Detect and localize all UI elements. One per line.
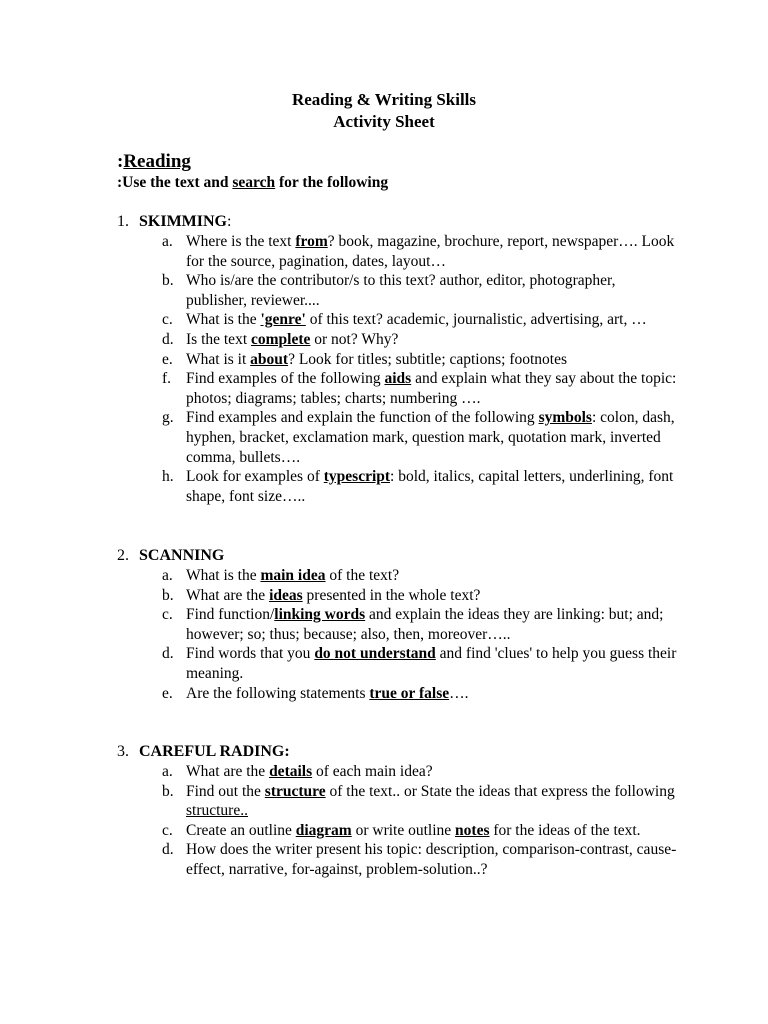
list-item xyxy=(117,330,677,350)
list-item xyxy=(117,644,677,683)
section-title: CAREFUL RADING: xyxy=(139,743,290,760)
item-keyword: notes xyxy=(455,821,490,839)
item-keyword: diagram xyxy=(295,821,352,839)
item-text: : bold, italics, capital letters, underlining, font shape, font size….. xyxy=(186,468,674,505)
item-keyword: complete xyxy=(251,330,311,348)
document-title xyxy=(0,89,768,133)
item-keyword: linking words xyxy=(274,606,366,624)
item-text: …. xyxy=(449,684,469,702)
item-underlined-text: structure.. xyxy=(186,802,248,820)
item-text: presented in the whole text? xyxy=(302,586,481,604)
item-text: How does the writer present his topic: description, comparison-contrast, cause-effect, narrative, for-against, problem-solution..? xyxy=(186,841,677,878)
section-skimming xyxy=(117,212,677,506)
list-item xyxy=(117,821,677,841)
section-number: 2. xyxy=(117,547,129,564)
item-text: of each main idea? xyxy=(312,763,433,780)
item-keyword: about xyxy=(250,350,289,368)
section-careful-reading xyxy=(117,742,677,880)
item-keyword: true or false xyxy=(369,684,450,702)
item-letter: b. xyxy=(162,782,174,800)
item-keyword: 'genre' xyxy=(260,311,306,329)
section-items xyxy=(117,566,677,703)
item-letter: c. xyxy=(162,606,173,624)
section-items xyxy=(117,232,677,506)
item-text: What is it xyxy=(186,350,251,368)
list-item xyxy=(117,369,677,408)
instruction-key: search xyxy=(232,174,276,191)
item-letter: h. xyxy=(162,468,174,486)
section-number: 1. xyxy=(117,213,129,230)
item-text: What are the xyxy=(186,763,270,780)
list-item xyxy=(117,350,677,370)
item-letter: e. xyxy=(162,350,173,368)
list-item xyxy=(117,408,677,467)
section-title-suffix: : xyxy=(227,213,232,230)
item-keyword: details xyxy=(269,763,313,780)
section-heading xyxy=(117,742,677,762)
item-letter: a. xyxy=(162,763,173,780)
list-item xyxy=(117,840,677,879)
item-letter: a. xyxy=(162,567,173,584)
item-text: Look for examples of xyxy=(186,468,324,486)
item-text: What is the xyxy=(186,311,261,329)
item-text: Find words that you xyxy=(186,645,315,663)
instruction-pre: :Use the text and xyxy=(117,174,233,191)
item-text: Find function/ xyxy=(186,606,275,624)
item-text: What are the xyxy=(186,586,270,604)
item-text: What is the xyxy=(186,567,261,584)
section-title: SKIMMING xyxy=(139,213,227,230)
item-text: Find examples of the following xyxy=(186,370,385,388)
reading-heading xyxy=(117,151,191,173)
item-keyword: structure xyxy=(264,782,326,800)
item-text: and find 'clues' to help you guess their meaning. xyxy=(186,645,677,682)
list-item xyxy=(117,310,677,330)
list-item xyxy=(117,586,677,606)
item-text: and explain the ideas they are linking: but; and; however; so; thus; because; also, then, moreover….. xyxy=(186,606,664,643)
item-text: Who is/are the contributor/s to this text? author, editor, photographer, publisher, reviewer.... xyxy=(186,272,616,309)
item-keyword: do not understand xyxy=(314,645,436,663)
item-keyword: typescript xyxy=(323,468,391,486)
item-text: of the text? xyxy=(325,567,400,584)
item-text: and explain what they say about the topic: photos; diagrams; tables; charts; numbering …. xyxy=(186,370,677,407)
item-keyword: from xyxy=(295,233,328,250)
list-item xyxy=(117,605,677,644)
item-letter: c. xyxy=(162,311,173,329)
item-keyword: aids xyxy=(384,370,412,388)
item-letter: e. xyxy=(162,684,173,702)
item-text: Where is the text xyxy=(186,233,296,250)
reading-instruction xyxy=(117,174,388,192)
item-text: Create an outline xyxy=(186,821,296,839)
item-text: for the ideas of the text. xyxy=(489,821,641,839)
list-item xyxy=(117,782,677,821)
list-item xyxy=(117,271,677,310)
item-text: ? book, magazine, brochure, report, newspaper…. Look for the source, pagination, dates, layout… xyxy=(186,233,675,270)
section-number: 3. xyxy=(117,743,129,760)
item-text: of the text.. or State the ideas that express the following xyxy=(325,782,675,800)
item-text: of this text? academic, journalistic, advertising, art, … xyxy=(305,311,647,329)
item-text: : colon, dash, hyphen, bracket, exclamation mark, question mark, quotation mark, inverted comma, bullets…. xyxy=(186,409,675,466)
section-scanning xyxy=(117,546,677,703)
reading-heading-prefix: : xyxy=(117,151,124,172)
item-letter: a. xyxy=(162,233,173,250)
item-letter: d. xyxy=(162,330,174,348)
section-heading xyxy=(117,546,677,566)
title-line-1: Reading & Writing Skills xyxy=(291,90,477,109)
list-item xyxy=(117,684,677,704)
item-letter: d. xyxy=(162,841,174,859)
list-item xyxy=(117,762,677,782)
item-text: Find out the xyxy=(186,782,265,800)
title-line-2: Activity Sheet xyxy=(333,112,435,131)
item-letter: f. xyxy=(162,370,172,388)
item-text: Find examples and explain the function of the following xyxy=(186,409,539,427)
item-letter: b. xyxy=(162,272,174,290)
section-heading xyxy=(117,212,677,232)
section-items xyxy=(117,762,677,880)
item-letter: d. xyxy=(162,645,174,663)
list-item xyxy=(117,232,677,271)
list-item xyxy=(117,566,677,586)
item-text: or not? Why? xyxy=(310,330,399,348)
item-text: or write outline xyxy=(351,821,456,839)
item-letter: g. xyxy=(162,409,174,427)
item-keyword: ideas xyxy=(269,586,303,604)
item-keyword: symbols xyxy=(538,409,592,427)
item-letter: c. xyxy=(162,821,173,839)
item-keyword: main idea xyxy=(260,567,326,584)
list-item xyxy=(117,467,677,506)
instruction-post: for the following xyxy=(275,174,389,191)
item-text: Are the following statements xyxy=(186,684,370,702)
item-letter: b. xyxy=(162,586,174,604)
item-text: Is the text xyxy=(186,330,251,348)
item-text: ? Look for titles; subtitle; captions; footnotes xyxy=(288,350,568,368)
reading-heading-text: Reading xyxy=(123,151,191,172)
section-title: SCANNING xyxy=(139,547,225,564)
